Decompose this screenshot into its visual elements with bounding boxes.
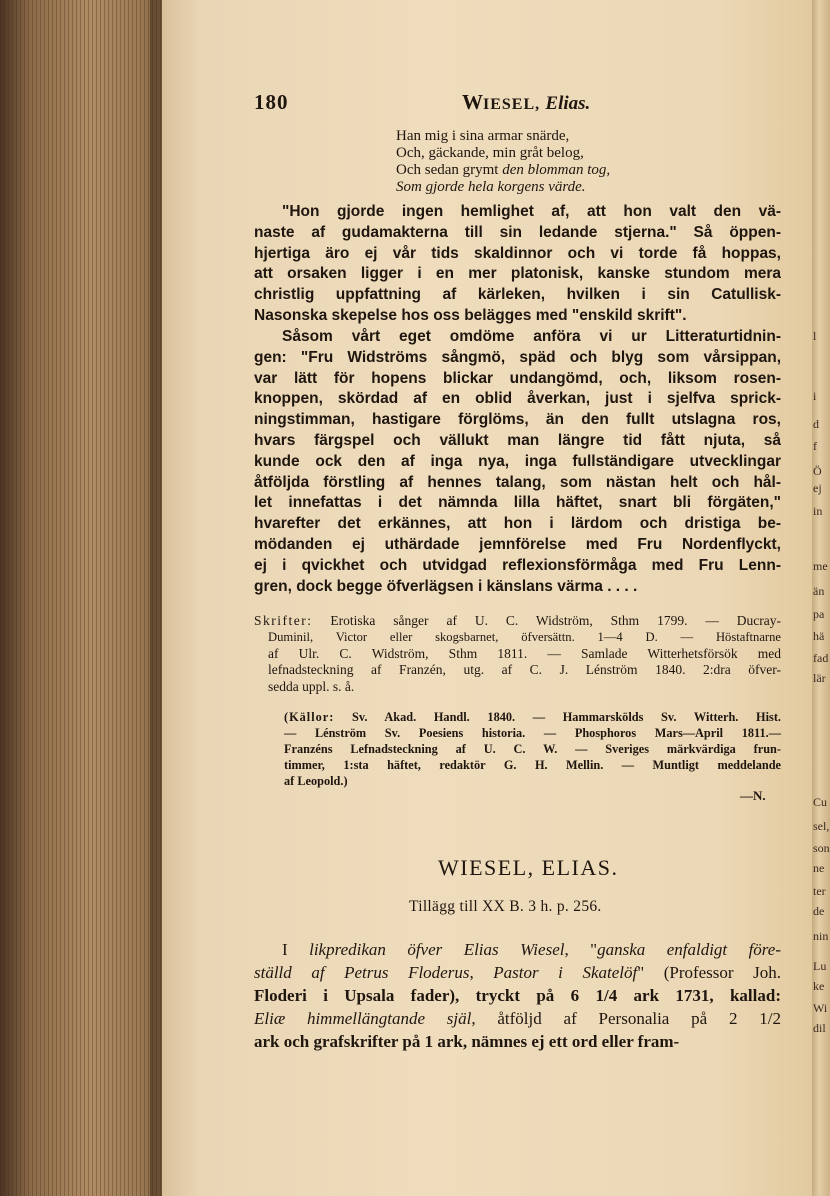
- text-line: att orsaken ligger i en mer platonisk, kanske stundom mera: [254, 265, 781, 283]
- running-head-surname: IESEL,: [483, 96, 541, 113]
- writings-line-0: Erotiska sånger af U. C. Widström, Sthm 1799. — Ducray-: [312, 613, 781, 628]
- book-page: [162, 0, 812, 1196]
- text-line: gen: "Fru Widströms sångmö, späd och blyg som vårsippan,: [254, 348, 781, 366]
- text-span: ,: [469, 963, 494, 982]
- text-line: ej i qvickhet och utvidgad reflexionsförmåga med Fru Lenn-: [254, 556, 781, 574]
- text-span-italic: Pastor i Skatelöf: [493, 963, 638, 982]
- writings-label: Skrifter:: [254, 613, 313, 628]
- bleed-fragment: sel,: [813, 819, 830, 833]
- facing-page-edge: [812, 0, 830, 1196]
- text-line: ningstimman, hastigare förglöms, än den fullt utslagna ros,: [254, 411, 781, 429]
- text-line: let innefattas i det nämnda lilla häftet, snart bli förgäten,": [254, 494, 781, 512]
- sources-label: (Källor:: [284, 710, 335, 724]
- text-line: [254, 961, 781, 984]
- text-span-italic: ställd af Petrus Floderus: [254, 963, 470, 982]
- poem-line: Och, gäckande, min gråt belog,: [396, 145, 584, 161]
- text-line: kunde ock den af inga nya, inga fullständigare utvecklingar: [254, 452, 781, 470]
- bleed-fragment: de: [813, 904, 825, 918]
- text-line: — Lénström Sv. Poesiens historia. — Phosphoros Mars—April 1811.—: [284, 726, 781, 740]
- text-line: åtföljda förstling af hennes talang, som nästan helt och hål-: [254, 473, 781, 491]
- bleed-fragment: f: [813, 439, 817, 453]
- text-span: , ": [564, 940, 598, 959]
- text-line: Såsom vårt eget omdöme anföra vi ur Litteraturtidnin-: [282, 328, 781, 345]
- text-line: lefnadsteckning af Franzén, utg. af C. J. Lénström 1840. 2:dra öfver-: [268, 662, 781, 678]
- text-span: , åtföljd af Personalia på 2 1/2: [471, 1009, 781, 1028]
- author-signature: —N.: [740, 788, 766, 803]
- bleed-fragment: ej: [813, 481, 822, 495]
- bleed-fragment: pa: [813, 607, 825, 621]
- text-span: " (Professor Joh.: [637, 963, 781, 982]
- bleed-fragment: dil: [813, 1021, 826, 1035]
- text-line: Duminil, Victor eller skogsbarnet, öfversättn. 1—4 D. — Höstaftnarne: [268, 630, 781, 645]
- text-line: knoppen, skördad af en oblid åverkan, just i sjelfva sprick-: [254, 390, 781, 408]
- bleed-fragment: Wi: [813, 1001, 828, 1015]
- bleed-fragment: me: [813, 559, 828, 573]
- sources-list: [284, 709, 781, 789]
- poem-line: Han mig i sina armar snärde,: [396, 128, 570, 144]
- text-line: ark och grafskrifter på 1 ark, nämnes ej ett ord eller fram-: [254, 1032, 680, 1051]
- bleed-fragment: Ö: [813, 464, 822, 478]
- section-subtitle: Tillägg till XX B. 3 h. p. 256.: [409, 898, 602, 915]
- text-line: [254, 613, 781, 629]
- section-title: WIESEL, ELIAS.: [438, 855, 619, 880]
- text-line: [284, 709, 781, 725]
- writings-list: [254, 613, 781, 695]
- running-head-forename: Elias.: [545, 93, 591, 114]
- bleed-fragment: d: [813, 417, 819, 431]
- text-line: "Hon gjorde ingen hemlighet af, att hon valt den vä-: [282, 203, 781, 220]
- paragraph-3: [254, 938, 781, 1053]
- text-span-italic: likpredikan öfver Elias Wiesel: [309, 940, 565, 959]
- bleed-fragment: hä: [813, 629, 825, 643]
- bleed-fragment: ter: [813, 884, 826, 898]
- bleed-fragment: ke: [813, 979, 825, 993]
- text-line: var lätt för hopens blickar undangömd, och, liksom rosen-: [254, 369, 781, 387]
- text-line: gren, dock begge öfverlägsen i känslans värma . . . .: [254, 577, 638, 595]
- running-head-initial: W: [462, 90, 483, 114]
- text-span: I: [282, 940, 310, 959]
- bleed-fragment: nin: [813, 929, 829, 943]
- text-line: sedda uppl. s. å.: [268, 678, 355, 694]
- text-line: Nasonska skepelse hos oss belägges med "enskild skrift".: [254, 306, 687, 324]
- page-number: 180: [254, 90, 289, 114]
- text-line: hvarefter det erkännes, att hon i lärdom och dristiga be-: [254, 515, 781, 533]
- poem-line: Som gjorde hela korgens värde.: [396, 179, 586, 195]
- text-span-italic: Eliæ himmellängtande själ: [254, 1009, 472, 1028]
- bleed-fragment: Lu: [813, 959, 827, 973]
- bleed-fragment: i: [813, 389, 817, 403]
- text-line: af Ulr. C. Widström, Sthm 1811. — Samlade Witterhetsförsök med: [268, 645, 781, 661]
- text-line: af Leopold.): [284, 774, 348, 788]
- paragraph-1: [254, 202, 781, 327]
- sources-line-0: Sv. Akad. Handl. 1840. — Hammarskölds Sv. Witterh. Hist.: [334, 710, 781, 724]
- text-line: christlig uppfattning af kärleken, hvilken i sin Catullisk-: [254, 286, 781, 304]
- bleed-fragment: l: [813, 329, 817, 343]
- bleed-fragment: än: [813, 584, 825, 598]
- text-line: Floderi i Upsala fader), tryckt på 6 1/4 ark 1731, kallad:: [254, 986, 781, 1005]
- poem-line-italic: den blomman tog,: [502, 162, 611, 178]
- text-line: naste af gudamakterna till sin ledande stjerna." Så öppen-: [254, 223, 781, 241]
- paragraph-2: [254, 327, 781, 597]
- bleed-fragment: son: [813, 841, 830, 855]
- bleed-fragment: Cu: [813, 795, 828, 809]
- text-line: hvars färgspel och vällukt man längre tid fått njuta, så: [254, 431, 781, 449]
- bleed-fragment: fad: [813, 651, 829, 665]
- bleed-fragment: ne: [813, 861, 825, 875]
- text-line: timmer, 1:sta häftet, redaktör G. H. Mellin. — Muntligt meddelande: [284, 758, 781, 772]
- book-fore-edge: [0, 0, 165, 1196]
- bleed-fragment: lär: [813, 671, 826, 685]
- text-line: mödanden ej uthärdade jemnförelse med Fru Nordenflyckt,: [254, 535, 781, 553]
- poem-line: [396, 162, 610, 179]
- text-line: hjertiga äro ej vår tids skaldinnor och vi torde få hoppas,: [254, 244, 781, 262]
- running-head: [462, 90, 590, 115]
- bleed-fragment: in: [813, 504, 823, 518]
- text-line: Franzéns Lefnadsteckning af U. C. W. — Sveriges märkvärdiga frun-: [284, 742, 781, 756]
- text-line: [254, 938, 781, 961]
- poem-stanza: [396, 128, 610, 196]
- poem-line-plain: Och sedan grymt: [396, 162, 503, 178]
- text-line: [254, 1007, 781, 1030]
- text-span-italic: ganska enfaldigt före-: [597, 940, 781, 959]
